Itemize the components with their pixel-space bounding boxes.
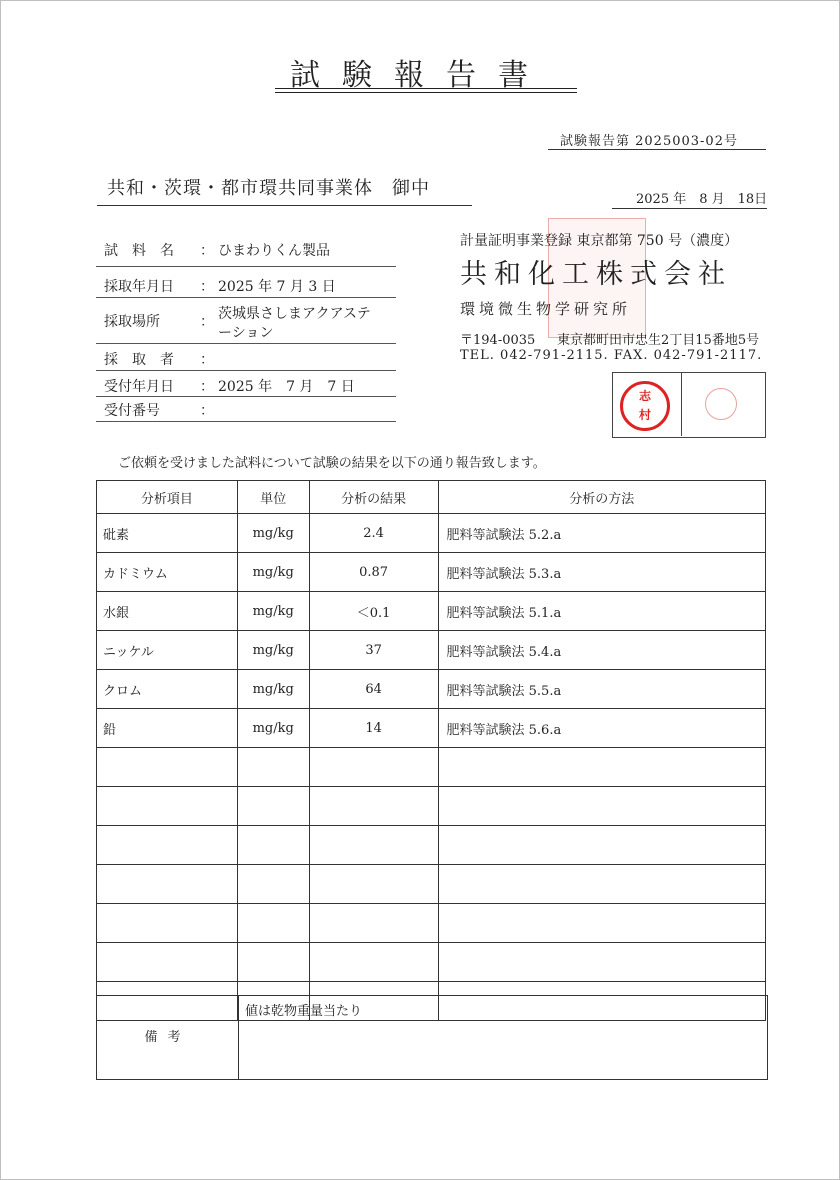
cell-method: 肥料等試験法 5.6.a [438, 709, 765, 748]
cell-result: ＜0.1 [309, 592, 438, 631]
cell-method [438, 865, 765, 904]
report-number: 試験報告第 2025003-02号 [560, 134, 738, 149]
title-underline [275, 88, 577, 89]
laboratory-name: 環境微生物学研究所 [460, 300, 632, 318]
company-name: 共和化工株式会社 [460, 259, 732, 290]
cell-item [97, 748, 238, 787]
cell-method: 肥料等試験法 5.5.a [438, 670, 765, 709]
cell-item [97, 787, 238, 826]
cell-unit: mg/kg [237, 670, 309, 709]
cell-item [97, 904, 238, 943]
cell-unit: mg/kg [237, 631, 309, 670]
cell-unit: mg/kg [237, 553, 309, 592]
sampling-place-label: 採取場所 [104, 314, 160, 330]
colon: ： [200, 243, 214, 259]
sampling-date-value: 2025 年 7 月 3 日 [218, 279, 336, 295]
personal-seal [620, 381, 670, 431]
colon: ： [200, 403, 214, 419]
cell-unit [237, 748, 309, 787]
cell-unit [237, 943, 309, 982]
cell-unit [237, 865, 309, 904]
cell-unit [237, 904, 309, 943]
cell-result [309, 826, 438, 865]
cell-result: 64 [309, 670, 438, 709]
info-divider [96, 266, 396, 267]
sampling-date-label: 採取年月日 [104, 279, 174, 295]
date-underline [612, 208, 767, 209]
table-row [97, 787, 766, 826]
cell-method [438, 943, 765, 982]
cell-method [438, 748, 765, 787]
cell-result: 2.4 [309, 514, 438, 553]
sample-name-value: ひまわりくん製品 [218, 243, 330, 259]
cell-result: 14 [309, 709, 438, 748]
cell-unit [237, 826, 309, 865]
info-divider [96, 370, 396, 371]
sampling-place-value: 茨城県さしまアクアステ [218, 306, 371, 322]
colon: ： [200, 314, 214, 330]
title-underline-2 [275, 92, 577, 93]
header-method: 分析の方法 [438, 481, 765, 514]
cell-unit: mg/kg [237, 592, 309, 631]
colon: ： [200, 352, 214, 368]
seal-box-divider [681, 372, 682, 436]
cell-item: 砒素 [97, 514, 238, 553]
faint-seal [705, 388, 737, 420]
table-row [97, 865, 766, 904]
cell-method: 肥料等試験法 5.1.a [438, 592, 765, 631]
table-row [97, 904, 766, 943]
cell-result: 0.87 [309, 553, 438, 592]
received-date-value: 2025 年 7 月 7 日 [218, 379, 355, 395]
cell-item: ニッケル [97, 631, 238, 670]
document-title: 試験報告書 [290, 58, 550, 93]
info-divider [96, 396, 396, 397]
table-row [97, 670, 766, 709]
table-row [97, 592, 766, 631]
table-row [97, 826, 766, 865]
table-row [97, 943, 766, 982]
cell-result [309, 865, 438, 904]
results-table [96, 480, 766, 1021]
cell-result [309, 943, 438, 982]
remarks-value: 値は乾物重量当たり [245, 1004, 363, 1019]
remarks-label: 備考 [97, 996, 239, 1079]
report-date: 2025 年 8 月 18日 [636, 192, 768, 207]
certification-text: 計量証明事業登録 東京都第 750 号（濃度） [460, 233, 739, 249]
cell-result: 37 [309, 631, 438, 670]
client-underline [97, 205, 472, 206]
table-row [97, 514, 766, 553]
cell-item: クロム [97, 670, 238, 709]
cell-item [97, 943, 238, 982]
cell-result [309, 904, 438, 943]
phone-fax: TEL. 042-791-2115. FAX. 042-791-2117. [460, 348, 763, 363]
table-header-row [97, 481, 766, 514]
postal-code: 〒194-0035 [460, 333, 536, 348]
cell-item: 水銀 [97, 592, 238, 631]
cell-method [438, 904, 765, 943]
cell-result [309, 787, 438, 826]
sample-name-label: 試 料 名 [104, 243, 174, 259]
cell-unit [237, 787, 309, 826]
sampling-place-value-line2: ーション [218, 325, 274, 341]
colon: ： [200, 379, 214, 395]
client-name: 共和・茨環・都市環共同事業体 御中 [107, 178, 430, 199]
cell-item: カドミウム [97, 553, 238, 592]
header-unit: 単位 [237, 481, 309, 514]
cell-result [309, 748, 438, 787]
company-address: 東京都町田市忠生2丁目15番地5号 [557, 333, 760, 348]
report-number-underline [548, 149, 766, 150]
header-result: 分析の結果 [309, 481, 438, 514]
receipt-number-label: 受付番号 [104, 403, 160, 419]
cell-method: 肥料等試験法 5.4.a [438, 631, 765, 670]
received-date-label: 受付年月日 [104, 379, 174, 395]
cell-unit: mg/kg [237, 709, 309, 748]
cell-item: 鉛 [97, 709, 238, 748]
remarks-box [96, 995, 768, 1080]
cell-method [438, 787, 765, 826]
cell-method: 肥料等試験法 5.3.a [438, 553, 765, 592]
seal-text: 志村 [638, 389, 651, 422]
table-row [97, 631, 766, 670]
cell-unit: mg/kg [237, 514, 309, 553]
table-row [97, 709, 766, 748]
cell-item [97, 826, 238, 865]
info-divider [96, 343, 396, 344]
sampler-label: 採 取 者 [104, 352, 174, 368]
colon: ： [200, 279, 214, 295]
cell-item [97, 865, 238, 904]
table-row [97, 553, 766, 592]
table-row [97, 748, 766, 787]
info-divider [96, 421, 396, 422]
cell-method: 肥料等試験法 5.2.a [438, 514, 765, 553]
cell-method [438, 826, 765, 865]
info-divider [96, 297, 396, 298]
header-item: 分析項目 [97, 481, 238, 514]
intro-text: ご依頼を受けました試料について試験の結果を以下の通り報告致します。 [118, 456, 546, 471]
